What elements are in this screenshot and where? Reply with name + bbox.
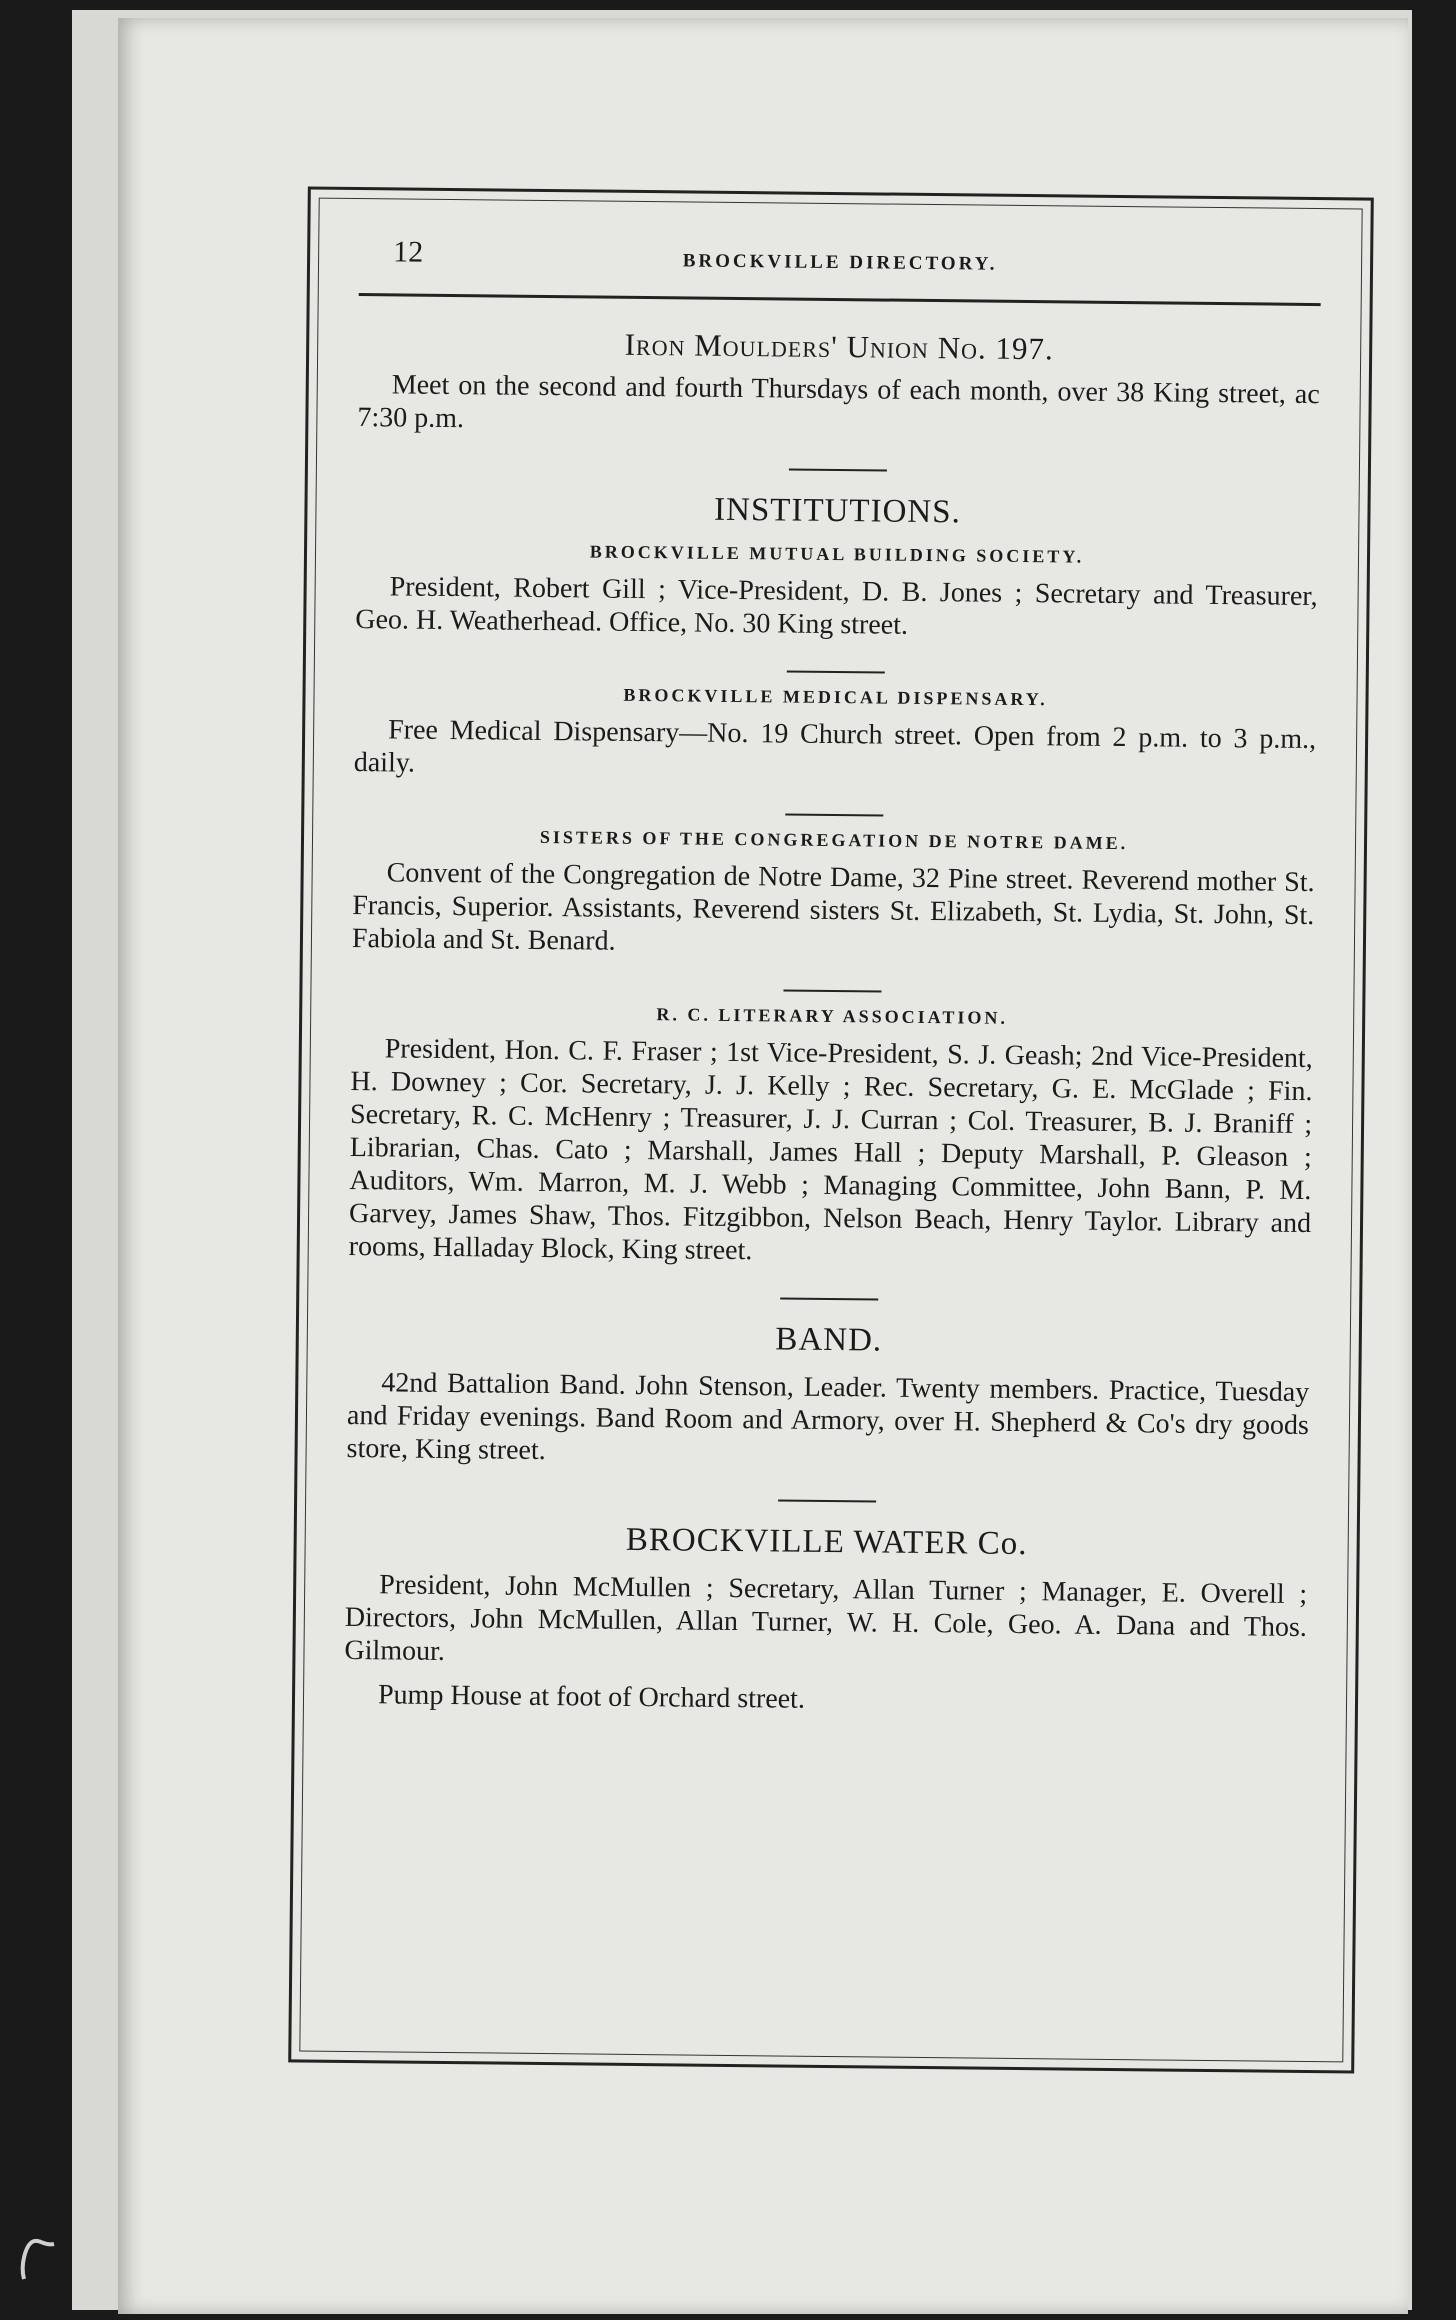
- page-content: [341, 223, 1322, 2041]
- iron-moulders-text: Meet on the second and fourth Thursdays of each month, over 38 King street, ac 7:30 p.m.: [357, 369, 1320, 435]
- band-text: 42nd Battalion Band. John Stenson, Leader. Twenty members. Practice, Tuesday and Friday evenings. Band Room and Armory, over H. Shepherd & Co's dry goods store, King street.: [346, 1367, 1310, 1467]
- header-rule: [359, 293, 1321, 306]
- section-divider: [785, 814, 883, 817]
- pump-house-text: Pump House at foot of Orchard street.: [377, 1679, 806, 1715]
- building-society-title: BROCKVILLE MUTUAL BUILDING SOCIETY.: [589, 541, 1085, 567]
- iron-moulders-title: Iron Moulders' Union No. 197.: [624, 326, 1054, 367]
- building-society-text: President, Robert Gill ; Vice-President, D. B. Jones ; Secretary and Treasurer, Geo. H. Weatherhead. Office, No. 30 King street.: [355, 571, 1318, 641]
- water-title: BROCKVILLE WATER Co.: [625, 1521, 1028, 1563]
- section-divider: [778, 1499, 876, 1502]
- dispensary-text: Free Medical Dispensary—No. 19 Church street. Open from 2 p.m. to 3 p.m., daily.: [353, 714, 1317, 779]
- inner-border: [299, 198, 1362, 2063]
- institutions-title: INSTITUTIONS.: [713, 491, 962, 531]
- literary-title: R. C. LITERARY ASSOCIATION.: [656, 1004, 1008, 1028]
- page-number: 12: [392, 235, 424, 269]
- section-divider: [789, 469, 887, 472]
- section-divider: [783, 989, 881, 992]
- running-head: BROCKVILLE DIRECTORY.: [682, 250, 998, 275]
- literary-text: President, Hon. C. F. Fraser ; 1st Vice-President, S. J. Geash; 2nd Vice-President, H. Downey ; Cor. Secretary, J. J. Kelly ; Rec. Secretary, G. E. McGlade ; Fin. Secretary, R. C. McHenry ; Treasurer, J. J. Curran ; Col. Treasurer, B. J. Braniff ; Librarian, Chas. Cato ; Marshall, James Hall ; Deputy Marshall, P. Gleason ; Auditors, Wm. Marron, M. J. Webb ; Managing Committee, John Bann, P. M. Garvey, James Shaw, Thos. Fitzgibbon, Nelson Beach, Henry Taylor. Library and rooms, Halladay Block, King street.: [348, 1033, 1313, 1267]
- scan-mark: [14, 2224, 74, 2284]
- sisters-title: SISTERS OF THE CONGREGATION DE NOTRE DAME.: [539, 826, 1129, 854]
- section-divider: [787, 671, 885, 674]
- water-text: President, John McMullen ; Secretary, Allan Turner ; Manager, E. Overell ; Directors, John McMullen, Allan Turner, W. H. Cole, Geo. A. Dana and Thos. Gilmour.: [344, 1569, 1308, 1667]
- dispensary-title: BROCKVILLE MEDICAL DISPENSARY.: [623, 684, 1048, 710]
- band-title: BAND.: [775, 1321, 883, 1359]
- section-divider: [780, 1297, 878, 1300]
- page-border: [288, 186, 1374, 2073]
- sisters-text: Convent of the Congregation de Notre Dame, 32 Pine street. Reverend mother St. Francis, Superior. Assistants, Reverend sisters St. Elizabeth, St. Lydia, St. John, St. Fabiola and St. Benard.: [351, 857, 1315, 957]
- page-header: [359, 223, 1322, 293]
